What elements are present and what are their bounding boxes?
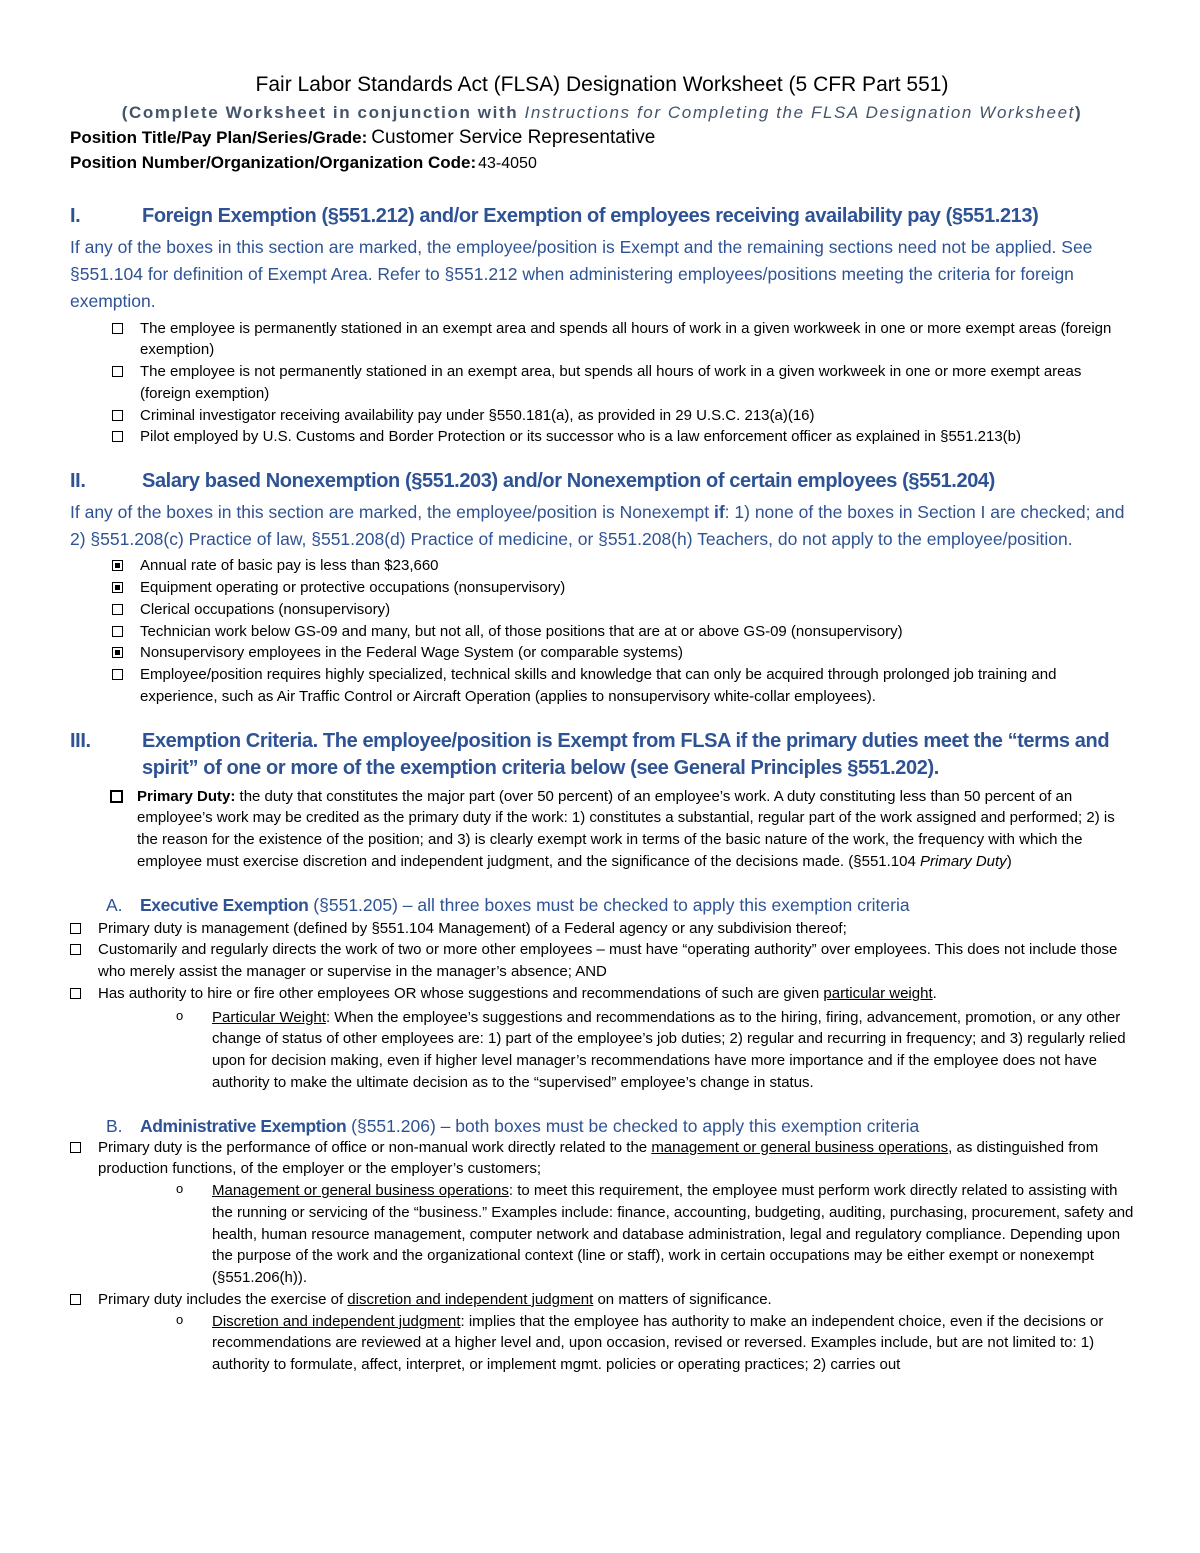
section-2-heading	[70, 468, 1134, 495]
page-title: Fair Labor Standards Act (FLSA) Designation Worksheet (5 CFR Part 551)	[255, 73, 949, 96]
subtitle-instructions-title: Instructions for Completing the FLSA Designation Worksheet	[524, 103, 1075, 123]
section-2-intro-b: : 1) none of the boxes in Section I are checked; and 2) §551.208(c) Practice of law, §551.208(d) Practice of medicine, or §551.208(h) Teachers, do not apply to the employee/position.	[70, 502, 1125, 550]
checkbox[interactable]	[70, 944, 81, 955]
section-2-item	[112, 664, 1134, 708]
section-2-item-text: Equipment operating or protective occupations (nonsupervisory)	[140, 579, 566, 597]
section-2-item-text: Clerical occupations (nonsupervisory)	[140, 600, 391, 618]
page-subtitle	[70, 103, 1134, 123]
section-1-item-text: The employee is permanently stationed in an exempt area and spends all hours of work in a given workweek in one or more exempt areas (foreign exemption)	[140, 319, 1112, 359]
management-operations-definition: : to meet this requirement, the employee must perform work directly related to assisting with the running or servicing of the “business.” Examples include: finance, accounting, budgeting, auditing, purchasing, procurement, safety and health, human resource management, computer network and database administration, legal and regulatory compliance. Depending upon the purpose of the work and the organizational context (line or staff), work in certain occupations may be either exempt or nonexempt (§551.206(h)).	[212, 1182, 1134, 1287]
bullet-icon: o	[176, 1311, 184, 1327]
administrative-item-2	[70, 1289, 1134, 1311]
administrative-exemption-heading	[106, 1116, 1134, 1137]
section-2-title: Salary based Nonexemption (§551.203) and/or Nonexemption of certain employees (§551.204)	[142, 470, 995, 493]
checkbox[interactable]	[112, 323, 123, 334]
checkbox[interactable]	[112, 604, 123, 615]
checkbox[interactable]	[112, 366, 123, 377]
worksheet-page	[70, 72, 1134, 1376]
section-2-item	[112, 599, 1134, 621]
section-2-intro-a: If any of the boxes in this section are marked, the employee/position is Nonexempt	[70, 502, 714, 523]
section-1-item-text: The employee is not permanently stationed in an exempt area, but spends all hours of work in a given workweek in one or more exempt areas (foreign exemption)	[140, 363, 1082, 402]
section-1-checklist	[70, 318, 1134, 449]
section-2-item-text: Nonsupervisory employees in the Federal Wage System (or comparable systems)	[140, 644, 683, 662]
executive-item-3-a: Has authority to hire or fire other employees OR whose suggestions and recommendations of such are given	[98, 984, 824, 1002]
primary-duty-text	[137, 786, 1134, 873]
section-1-item	[112, 361, 1134, 405]
section-2-number: II.	[70, 470, 86, 493]
section-2-item	[112, 577, 1134, 599]
discretion-judgment-definition: : implies that the employee has authority to make an independent choice, even if the decisions or recommendations are reviewed at a higher level and, upon occasion, revised or reversed. Examples include, but are not limited to: 1) authority to formulate, affect, interpret, or implement mgmt. policies or operating practices; 2) carries out	[212, 1312, 1104, 1374]
administrative-item-1-a: Primary duty is the performance of office or non-manual work directly related to the	[98, 1138, 652, 1156]
discretion-judgment-note	[176, 1311, 1134, 1376]
particular-weight-text	[212, 1007, 1134, 1094]
administrative-item-2-text	[98, 1289, 1134, 1311]
primary-duty-ref-a: (§551.104	[848, 852, 920, 870]
executive-name: Executive Exemption	[140, 894, 309, 915]
position-number-label: Position Number/Organization/Organization Code:	[70, 153, 477, 173]
primary-duty-checkbox[interactable]	[110, 790, 123, 803]
administrative-item-2-checkbox[interactable]	[70, 1294, 81, 1305]
checkbox[interactable]	[112, 647, 123, 658]
checkbox[interactable]	[112, 582, 123, 593]
checkbox[interactable]	[70, 923, 81, 934]
discretion-judgment-text	[212, 1311, 1134, 1376]
section-2-checklist	[70, 555, 1134, 707]
position-title-label: Position Title/Pay Plan/Series/Grade:	[70, 128, 368, 148]
particular-weight-definition: : When the employee’s suggestions and recommendations as to the hiring, firing, advancement, promotion, or any other change of status of other employees are: 1) part of the employee’s job duties; 2) regular and recurring in frequency; and 3) regularly relied upon for decision making, even if higher level manager’s recommendations have more importance and if the employee does not have authority to make the ultimate decision as to the “supervised” employee’s change in status.	[212, 1008, 1126, 1091]
management-operations-text	[212, 1180, 1134, 1289]
section-2-item	[112, 621, 1134, 643]
bullet-icon: o	[176, 1007, 184, 1023]
section-1-intro: If any of the boxes in this section are marked, the employee/position is Exempt and the remaining sections need not be applied. See §551.104 for definition of Exempt Area. Refer to §551.212 when administering employees/positions meeting the criteria for foreign exemption.	[70, 237, 1093, 312]
executive-rest: (§551.205) – all three boxes must be checked to apply this exemption criteria	[308, 894, 910, 915]
bullet-icon: o	[176, 1181, 184, 1197]
executive-exemption-heading	[106, 895, 1134, 916]
subtitle-suffix: )	[1074, 103, 1083, 123]
section-1-heading	[70, 203, 1134, 230]
subtitle-prefix: (Complete Worksheet in conjunction with	[121, 103, 525, 123]
executive-item-3-underline: particular weight	[823, 984, 933, 1002]
checkbox[interactable]	[112, 410, 123, 421]
section-2-item	[112, 642, 1134, 664]
section-3-title: Exemption Criteria. The employee/position is Exempt from FLSA if the primary duties meet the “terms and spirit” of one or more of the exemption criteria below (see General Principles §551.202).	[142, 729, 1110, 779]
executive-item	[70, 918, 1134, 940]
particular-weight-note	[176, 1007, 1134, 1094]
executive-item-3	[70, 983, 1134, 1005]
administrative-letter: B.	[106, 1115, 123, 1136]
section-2-item-text: Employee/position requires highly specialized, technical skills and knowledge that can only be acquired through prolonged job training and experience, such as Air Traffic Control or Aircraft Operation (applies to nonsupervisory white-collar employees).	[140, 666, 1057, 705]
checkbox[interactable]	[112, 431, 123, 442]
section-2-item-text: Annual rate of basic pay is less than $23,660	[140, 557, 439, 575]
administrative-item-1-text	[98, 1137, 1134, 1181]
section-3-number: III.	[70, 729, 91, 752]
executive-item-3-text	[98, 983, 1134, 1005]
executive-item-text: Primary duty is management (defined by §551.104 Management) of a Federal agency or any subdivision thereof;	[98, 919, 847, 937]
primary-duty-ref-italic: Primary Duty	[920, 852, 1007, 870]
executive-checklist	[28, 918, 1134, 983]
executive-item-3-b: .	[932, 984, 937, 1002]
executive-item-text: Customarily and regularly directs the work of two or more other employees – must have “operating authority” over employees. This does not include those who merely assist the manager or supervise in the manager’s absence; AND	[98, 941, 1118, 981]
executive-item	[70, 939, 1134, 983]
administrative-item-2-a: Primary duty includes the exercise of	[98, 1290, 348, 1308]
primary-duty-body: the duty that constitutes the major part (over 50 percent) of an employee’s work. A duty constituting less than 50 percent of an employee’s work may be credited as the primary duty if the work: 1) constitutes a substantial, regular part of the work assigned and performed; 2) is the reason for the existence of the position; and 3) is clearly exempt work in terms of the basic nature of the work, the frequency with which the employee must exercise discretion and independent judgment, and the significance of the decisions made.	[137, 787, 1115, 870]
administrative-item-1-underline: management or general business operations	[651, 1138, 949, 1156]
section-2-intro-bold: if	[713, 502, 725, 523]
checkbox[interactable]	[112, 669, 123, 680]
management-operations-note	[176, 1180, 1134, 1289]
section-1-item-text: Pilot employed by U.S. Customs and Border Protection or its successor who is a law enforcement officer as explained in §551.213(b)	[140, 428, 1021, 446]
administrative-item-1-checkbox[interactable]	[70, 1142, 81, 1153]
executive-letter: A.	[106, 894, 123, 915]
section-3-heading	[70, 728, 1134, 782]
primary-duty-ref-b: )	[1006, 852, 1012, 870]
administrative-name: Administrative Exemption	[140, 1115, 347, 1136]
discretion-judgment-term: Discretion and independent judgment	[212, 1312, 461, 1330]
administrative-rest: (§551.206) – both boxes must be checked to apply this exemption criteria	[346, 1115, 920, 1136]
administrative-item-2-b: on matters of significance.	[593, 1290, 772, 1308]
administrative-item-1	[70, 1137, 1134, 1181]
section-1-title: Foreign Exemption (§551.212) and/or Exemption of employees receiving availability pay (§551.213)	[142, 205, 1039, 228]
position-number-field[interactable]: 43-4050	[478, 155, 537, 173]
section-1-item	[112, 405, 1134, 427]
management-operations-term: Management or general business operations	[212, 1182, 509, 1200]
section-2-item-text: Technician work below GS-09 and many, but not all, of those positions that are at or above GS-09 (nonsupervisory)	[140, 622, 903, 640]
primary-duty-label: Primary Duty:	[137, 787, 236, 805]
checkbox[interactable]	[112, 626, 123, 637]
particular-weight-term: Particular Weight	[212, 1008, 326, 1026]
position-title-row	[70, 127, 1134, 149]
primary-duty-item	[110, 786, 1134, 873]
administrative-item-1-b: , as distinguished from production functions, of the employer or the employer’s customers;	[98, 1138, 1099, 1178]
section-1-item	[112, 426, 1134, 448]
position-title-field[interactable]: Customer Service Representative	[371, 127, 656, 149]
section-2-item	[112, 555, 1134, 577]
administrative-item-2-underline: discretion and independent judgment	[347, 1290, 594, 1308]
section-1-item	[112, 318, 1134, 362]
position-number-row	[70, 153, 1134, 173]
section-2-intro	[70, 499, 1134, 553]
checkbox[interactable]	[112, 560, 123, 571]
section-1-number: I.	[70, 205, 81, 228]
executive-item-3-checkbox[interactable]	[70, 988, 81, 999]
section-1-item-text: Criminal investigator receiving availability pay under §550.181(a), as provided in 29 U.S.C. 213(a)(16)	[140, 406, 815, 424]
